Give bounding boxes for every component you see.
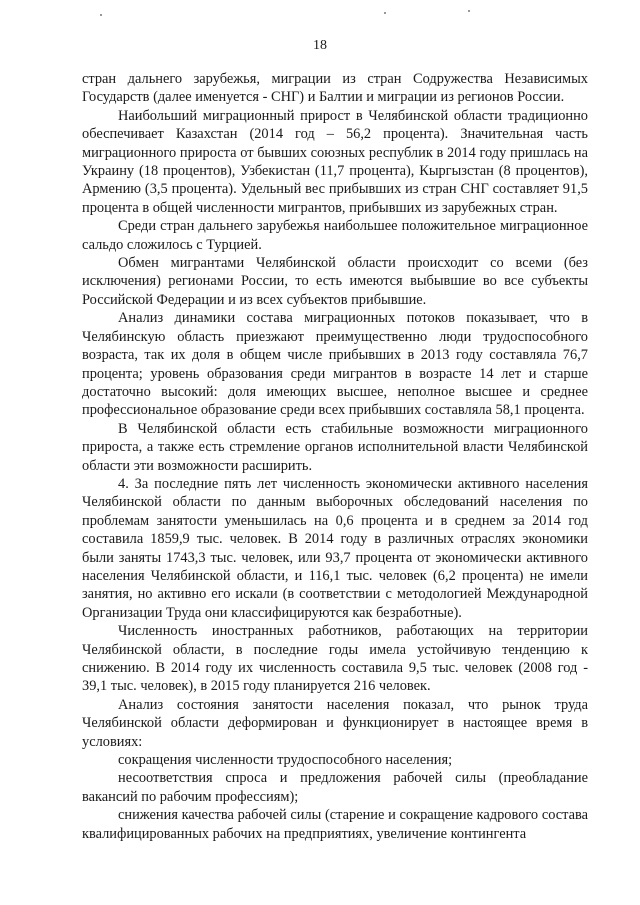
page-number: 18: [313, 38, 327, 53]
scan-artifact: [468, 10, 470, 12]
list-item: снижения качества рабочей силы (старение и сокращение кадрового состава квалифицированных рабочих на предприятиях, увеличение контингента: [82, 807, 588, 842]
paragraph: Анализ динамики состава миграционных потоков показывает, что в Челябинскую область приезжают преимущественно люди трудоспособного возраста, так их доля в общем числе прибывших в 2013 году составляла 76,7 процента; уровень образования среди мигрантов в возрасте 14 лет и старше достаточно высокий: доля имеющих высшее, неполное высшее и среднее профессиональное образование среди всех прибывших составляла 58,1 процента.: [82, 310, 588, 419]
scan-artifact: [384, 12, 386, 14]
paragraph: Обмен мигрантами Челябинской области происходит со всеми (без исключения) регионами России, то есть имеются выбывшие во все субъекты Российской Федерации и из всех субъектов прибывшие.: [82, 255, 588, 308]
paragraph: Наибольший миграционный прирост в Челябинской области традиционно обеспечивает Казахстан (2014 год – 56,2 процента). Значительная часть миграционного прироста от бывших союзных республик в 2014 году пришлась на Украину (18 процентов), Узбекистан (11,7 процента), Кыргызстан (8 процентов), Армению (3,5 процента). Удельный вес прибывших из стран СНГ составляет 91,5 процента в общей численности мигрантов, прибывших из зарубежных стран.: [82, 107, 588, 216]
paragraph: стран дальнего зарубежья, миграции из стран Содружества Независимых Государств (далее именуется - СНГ) и Балтии и миграции из регионов России.: [82, 71, 588, 106]
paragraph: Анализ состояния занятости населения показал, что рынок труда Челябинской области деформирован и функционирует в настоящее время в условиях:: [82, 696, 588, 750]
document-body: [82, 70, 588, 843]
list-item: несоответствия спроса и предложения рабочей силы (преобладание вакансий по рабочим профессиям);: [82, 770, 588, 805]
scan-artifact: [100, 14, 102, 16]
paragraph: В Челябинской области есть стабильные возможности миграционного прироста, а также есть стремление органов исполнительной власти Челябинской области эти возможности расширить.: [82, 420, 588, 474]
paragraph: 4. За последние пять лет численность экономически активного населения Челябинской области по данным выборочных обследований населения по проблемам занятости уменьшилась на 0,6 процента и в среднем за 2014 год составила 1859,9 тыс. человек. В 2014 году в различных отраслях экономики были заняты 1743,3 тыс. человек, или 93,7 процента от экономически активного населения Челябинской области, и 116,1 тыс. человек (6,2 процента) не имели занятия, но активно его искали (в соответствии с методологией Международной Организации Труда они классифицируются как безработные).: [82, 475, 588, 621]
paragraph: Численность иностранных работников, работающих на территории Челябинской области, в последние годы имела устойчивую тенденцию к снижению. В 2014 году их численность составила 9,5 тыс. человек (2008 год - 39,1 тыс. человек), в 2015 году планируется 216 человек.: [82, 623, 588, 695]
list-item: сокращения численности трудоспособного населения;: [118, 752, 453, 769]
paragraph: Среди стран дальнего зарубежья наибольшее положительное миграционное сальдо сложилось с Турцией.: [82, 218, 588, 253]
